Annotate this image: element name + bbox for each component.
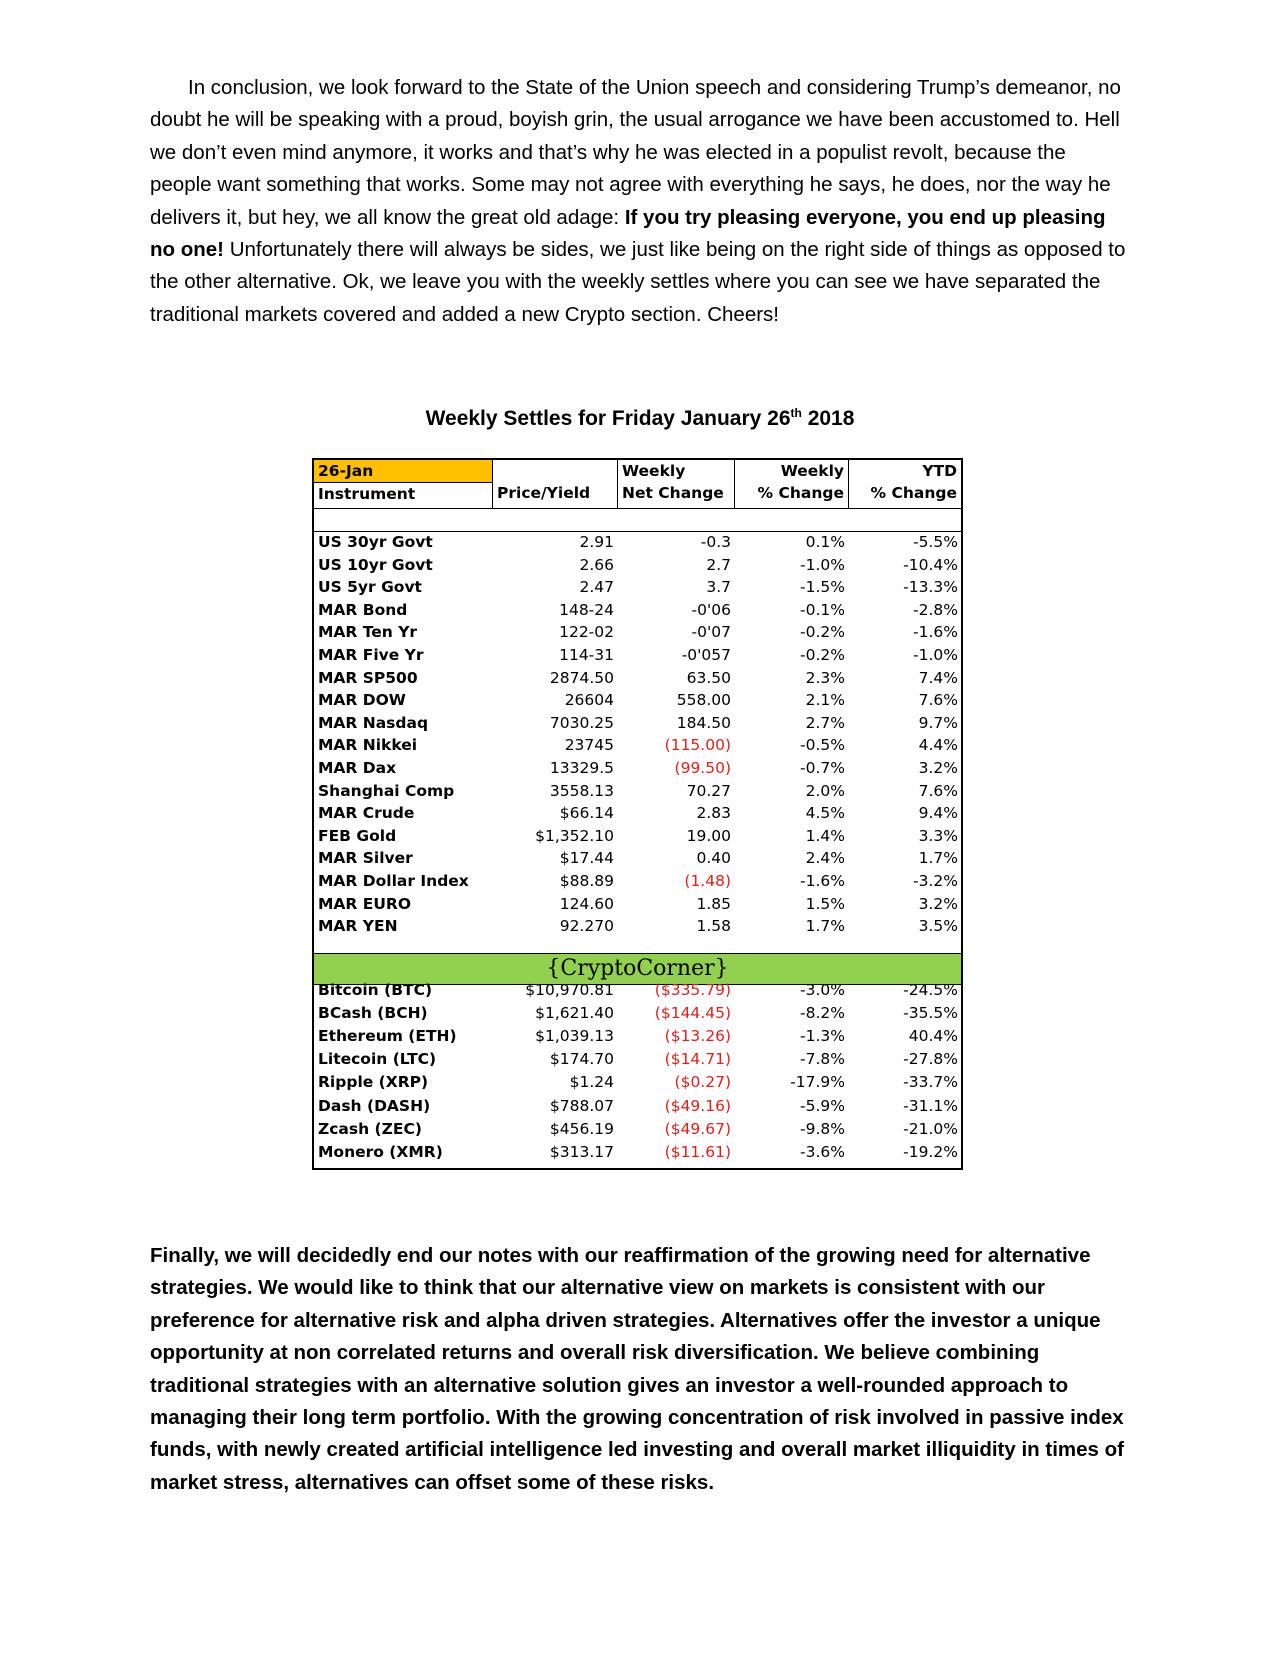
price-value: 26604 bbox=[564, 691, 614, 710]
price-value: $788.07 bbox=[549, 1096, 614, 1115]
weekly-pct-value: -0.7% bbox=[800, 759, 845, 777]
price-value: $1.24 bbox=[569, 1073, 614, 1092]
price-value: $1,039.13 bbox=[535, 1027, 614, 1046]
instrument-name: MAR SP500 bbox=[318, 668, 418, 687]
ytd-pct-value: -33.7% bbox=[903, 1073, 958, 1092]
price-value: 13329.5 bbox=[549, 759, 614, 777]
net-change-value: (1.48) bbox=[684, 872, 731, 890]
instrument-name: Ethereum (ETH) bbox=[318, 1027, 457, 1046]
weekly-pct-value: -0.2% bbox=[800, 623, 845, 642]
net-change-value: ($49.67) bbox=[664, 1119, 731, 1138]
instrument-name: US 10yr Govt bbox=[318, 555, 433, 574]
price-value: $174.70 bbox=[549, 1050, 614, 1069]
table-row bbox=[314, 667, 961, 690]
price-value: $456.19 bbox=[549, 1119, 614, 1138]
header-ytd-cell bbox=[849, 460, 961, 508]
instrument-name: Bitcoin (BTC) bbox=[318, 981, 433, 999]
header-weekly-pct-cell bbox=[735, 460, 849, 508]
price-value: 7030.25 bbox=[549, 713, 614, 732]
table-row bbox=[314, 1071, 961, 1094]
instrument-name: MAR YEN bbox=[318, 917, 398, 936]
table-row bbox=[314, 847, 961, 870]
weekly-pct-value: 1.4% bbox=[805, 826, 845, 845]
weekly-pct-value: -9.8% bbox=[800, 1119, 845, 1138]
header-price: Price/Yield bbox=[497, 484, 591, 502]
ytd-pct-value: 3.2% bbox=[918, 759, 958, 777]
net-change-value: 19.00 bbox=[686, 826, 731, 845]
price-value: 23745 bbox=[564, 736, 614, 755]
ytd-pct-value: 7.6% bbox=[918, 781, 958, 800]
weekly-pct-value: 2.4% bbox=[805, 849, 845, 868]
net-change-value: ($14.71) bbox=[664, 1050, 731, 1069]
ytd-pct-value: 7.6% bbox=[918, 691, 958, 710]
header-net-1: Weekly bbox=[622, 462, 686, 480]
price-value: 2.47 bbox=[579, 578, 614, 597]
ytd-pct-value: -13.3% bbox=[903, 578, 958, 597]
net-change-value: 1.85 bbox=[696, 894, 731, 913]
weekly-pct-value: 1.7% bbox=[805, 917, 845, 936]
instrument-name: MAR Ten Yr bbox=[318, 623, 418, 642]
weekly-pct-value: -17.9% bbox=[790, 1073, 845, 1092]
instrument-name: MAR EURO bbox=[318, 894, 412, 913]
instrument-name: US 30yr Govt bbox=[318, 533, 433, 551]
net-change-value: -0.3 bbox=[700, 533, 731, 551]
ytd-pct-value: -24.5% bbox=[903, 981, 958, 999]
instrument-name: MAR DOW bbox=[318, 691, 406, 710]
weekly-pct-value: 2.3% bbox=[805, 668, 845, 687]
price-value: 92.270 bbox=[559, 917, 614, 936]
instrument-name: US 5yr Govt bbox=[318, 578, 422, 597]
closing-paragraph: Finally, we will decidedly end our notes with our reaffirmation of the growing need for alternative strategies. We would like to think that our alternative view on markets is consistent with our preference for alternative risk and alpha driven strategies. Alternatives offer the investor a unique opportunity at non correlated returns and overall risk diversification. We believe combining traditional strategies with an alternative solution gives an investor a well-rounded approach to managing their long term portfolio. With the growing concentration of risk involved in passive index funds, with newly created artificial intelligence led investing and overall market illiquidity in times of market stress, alternatives can offset some of these risks. bbox=[150, 1244, 1124, 1494]
intro-adage: If you try pleasing everyone, you end up pleasing no one! bbox=[150, 205, 1106, 262]
instrument-name: MAR Dollar Index bbox=[318, 872, 469, 890]
weekly-pct-value: -1.3% bbox=[800, 1027, 845, 1046]
table-title-text: Weekly Settles for Friday January 26 bbox=[425, 407, 791, 430]
price-value: $1,352.10 bbox=[535, 826, 614, 845]
weekly-pct-value: -1.5% bbox=[800, 578, 845, 597]
ytd-pct-value: 9.7% bbox=[918, 713, 958, 732]
header-instrument-cell bbox=[314, 460, 493, 508]
net-change-value: (99.50) bbox=[674, 759, 731, 777]
table-row bbox=[314, 780, 961, 803]
table-row bbox=[314, 531, 961, 554]
weekly-pct-value: -0.5% bbox=[800, 736, 845, 755]
ytd-pct-value: 3.5% bbox=[918, 917, 958, 936]
table-row bbox=[314, 599, 961, 622]
table-row bbox=[314, 1002, 961, 1025]
intro-text-2: Unfortunately there will always be sides, we just like being on the right side of things as opposed to the other alternative. Ok, we leave you with the weekly settles where you can see we have separated the traditional markets covered and added a new Crypto section. Cheers! bbox=[150, 238, 1126, 326]
table-title-sup: th bbox=[790, 406, 802, 420]
weekly-pct-value: -3.6% bbox=[800, 1142, 845, 1161]
table-row bbox=[314, 554, 961, 577]
price-value: 2.66 bbox=[579, 555, 614, 574]
header-wk-2: % Change bbox=[757, 484, 844, 502]
intro-paragraph bbox=[150, 72, 1130, 331]
weekly-pct-value: -3.0% bbox=[800, 981, 845, 999]
price-value: 122-02 bbox=[559, 623, 614, 642]
ytd-pct-value: 1.7% bbox=[918, 849, 958, 868]
ytd-pct-value: -1.6% bbox=[913, 623, 958, 642]
net-change-value: (115.00) bbox=[664, 736, 731, 755]
net-change-value: 2.7 bbox=[706, 555, 731, 574]
net-change-value: 1.58 bbox=[696, 917, 731, 936]
instrument-name: MAR Nikkei bbox=[318, 736, 418, 755]
header-net-2: Net Change bbox=[622, 484, 724, 502]
table-row bbox=[314, 1118, 961, 1141]
ytd-pct-value: 3.2% bbox=[918, 894, 958, 913]
net-change-value: 70.27 bbox=[686, 781, 731, 800]
price-value: 124.60 bbox=[559, 894, 614, 913]
price-value: 2.91 bbox=[579, 533, 614, 551]
price-value: $17.44 bbox=[559, 849, 614, 868]
table-row bbox=[314, 757, 961, 780]
weekly-pct-value: -8.2% bbox=[800, 1004, 845, 1023]
net-change-value: ($144.45) bbox=[654, 1004, 731, 1023]
instrument-name: MAR Nasdaq bbox=[318, 713, 429, 732]
ytd-pct-value: 40.4% bbox=[908, 1027, 958, 1046]
table-row bbox=[314, 1095, 961, 1118]
ytd-pct-value: -31.1% bbox=[903, 1096, 958, 1115]
net-change-value: 63.50 bbox=[686, 668, 731, 687]
instrument-name: MAR Bond bbox=[318, 600, 408, 619]
price-value: 148-24 bbox=[559, 600, 614, 619]
table-row bbox=[314, 915, 961, 938]
instrument-name: Shanghai Comp bbox=[318, 781, 455, 800]
weekly-settles-table bbox=[312, 458, 963, 1170]
price-value: 2874.50 bbox=[549, 668, 614, 687]
header-net-cell bbox=[618, 460, 735, 508]
ytd-pct-value: 7.4% bbox=[918, 668, 958, 687]
table-row bbox=[314, 621, 961, 644]
ytd-pct-value: 4.4% bbox=[918, 736, 958, 755]
table-row bbox=[314, 825, 961, 848]
net-change-value: -0'057 bbox=[681, 646, 731, 664]
net-change-value: ($13.26) bbox=[664, 1027, 731, 1046]
price-value: 3558.13 bbox=[549, 781, 614, 800]
header-date: 26-Jan bbox=[314, 460, 492, 483]
table-title bbox=[0, 406, 1280, 431]
ytd-pct-value: -10.4% bbox=[903, 555, 958, 574]
table-title-year: 2018 bbox=[801, 407, 855, 430]
weekly-pct-value: 2.1% bbox=[805, 691, 845, 710]
net-change-value: ($0.27) bbox=[674, 1073, 731, 1092]
instrument-name: BCash (BCH) bbox=[318, 1004, 428, 1023]
table-row bbox=[314, 644, 961, 667]
instrument-name: MAR Silver bbox=[318, 849, 413, 868]
net-change-value: 558.00 bbox=[676, 691, 731, 710]
header-instrument: Instrument bbox=[318, 485, 416, 503]
price-value: $1,621.40 bbox=[535, 1004, 614, 1023]
table-row bbox=[314, 870, 961, 893]
instrument-name: MAR Crude bbox=[318, 804, 415, 823]
ytd-pct-value: -19.2% bbox=[903, 1142, 958, 1161]
instrument-name: Zcash (ZEC) bbox=[318, 1119, 422, 1138]
net-change-value: -0'07 bbox=[691, 623, 731, 642]
table-row bbox=[314, 712, 961, 735]
ytd-pct-value: -1.0% bbox=[913, 646, 958, 664]
weekly-pct-value: 2.7% bbox=[805, 713, 845, 732]
table-row bbox=[314, 734, 961, 757]
weekly-pct-value: -1.0% bbox=[800, 555, 845, 574]
weekly-pct-value: -0.1% bbox=[800, 600, 845, 619]
spacer-row bbox=[314, 508, 961, 532]
instrument-name: Dash (DASH) bbox=[318, 1096, 431, 1115]
weekly-pct-value: -1.6% bbox=[800, 872, 845, 890]
table-row bbox=[314, 1025, 961, 1048]
weekly-pct-value: 2.0% bbox=[805, 781, 845, 800]
price-value: $66.14 bbox=[559, 804, 614, 823]
instrument-name: MAR Five Yr bbox=[318, 646, 424, 664]
ytd-pct-value: 9.4% bbox=[918, 804, 958, 823]
price-value: $10,970.81 bbox=[525, 981, 614, 999]
price-value: $313.17 bbox=[549, 1142, 614, 1161]
ytd-pct-value: -21.0% bbox=[903, 1119, 958, 1138]
instrument-name: Ripple (XRP) bbox=[318, 1073, 429, 1092]
header-ytd-2: % Change bbox=[870, 484, 957, 502]
net-change-value: ($11.61) bbox=[664, 1142, 731, 1161]
crypto-corner-banner: {CryptoCorner} bbox=[314, 953, 961, 985]
ytd-pct-value: -27.8% bbox=[903, 1050, 958, 1069]
intro-text-1: In conclusion, we look forward to the State of the Union speech and considering Trump’s demeanor, no doubt he will be speaking with a proud, boyish grin, the usual arrogance we have been accustomed to. Hell we don’t even mind anymore, it works and that’s why he was elected in a populist revolt, because the people want something that works. Some may not agree with everything he says, he does, nor the way he delivers it, but hey, we all know the great old adage: bbox=[150, 76, 1121, 229]
ytd-pct-value: -5.5% bbox=[913, 533, 958, 551]
net-change-value: 184.50 bbox=[676, 713, 731, 732]
price-value: 114-31 bbox=[559, 646, 614, 664]
net-change-value: 2.83 bbox=[696, 804, 731, 823]
table-row bbox=[314, 893, 961, 916]
net-change-value: ($49.16) bbox=[664, 1096, 731, 1115]
ytd-pct-value: -35.5% bbox=[903, 1004, 958, 1023]
table-row bbox=[314, 1141, 961, 1164]
weekly-pct-value: -7.8% bbox=[800, 1050, 845, 1069]
table-row bbox=[314, 802, 961, 825]
weekly-pct-value: -0.2% bbox=[800, 646, 845, 664]
table-row bbox=[314, 1048, 961, 1071]
header-ytd-1: YTD bbox=[922, 462, 957, 480]
header-price-cell bbox=[493, 460, 618, 508]
instrument-name: MAR Dax bbox=[318, 759, 397, 777]
net-change-value: ($335.79) bbox=[654, 981, 731, 999]
ytd-pct-value: 3.3% bbox=[918, 826, 958, 845]
weekly-pct-value: -5.9% bbox=[800, 1096, 845, 1115]
table-header bbox=[314, 460, 961, 508]
header-wk-1: Weekly bbox=[780, 462, 844, 480]
weekly-pct-value: 0.1% bbox=[805, 533, 845, 551]
weekly-pct-value: 1.5% bbox=[805, 894, 845, 913]
table-row bbox=[314, 576, 961, 599]
table-row bbox=[314, 979, 961, 1002]
table-row bbox=[314, 689, 961, 712]
net-change-value: 3.7 bbox=[706, 578, 731, 597]
instrument-name: Litecoin (LTC) bbox=[318, 1050, 437, 1069]
ytd-pct-value: -3.2% bbox=[913, 872, 958, 890]
net-change-value: 0.40 bbox=[696, 849, 731, 868]
ytd-pct-value: -2.8% bbox=[913, 600, 958, 619]
instrument-name: Monero (XMR) bbox=[318, 1142, 443, 1161]
net-change-value: -0'06 bbox=[691, 600, 731, 619]
weekly-pct-value: 4.5% bbox=[805, 804, 845, 823]
instrument-name: FEB Gold bbox=[318, 826, 397, 845]
price-value: $88.89 bbox=[559, 872, 614, 890]
